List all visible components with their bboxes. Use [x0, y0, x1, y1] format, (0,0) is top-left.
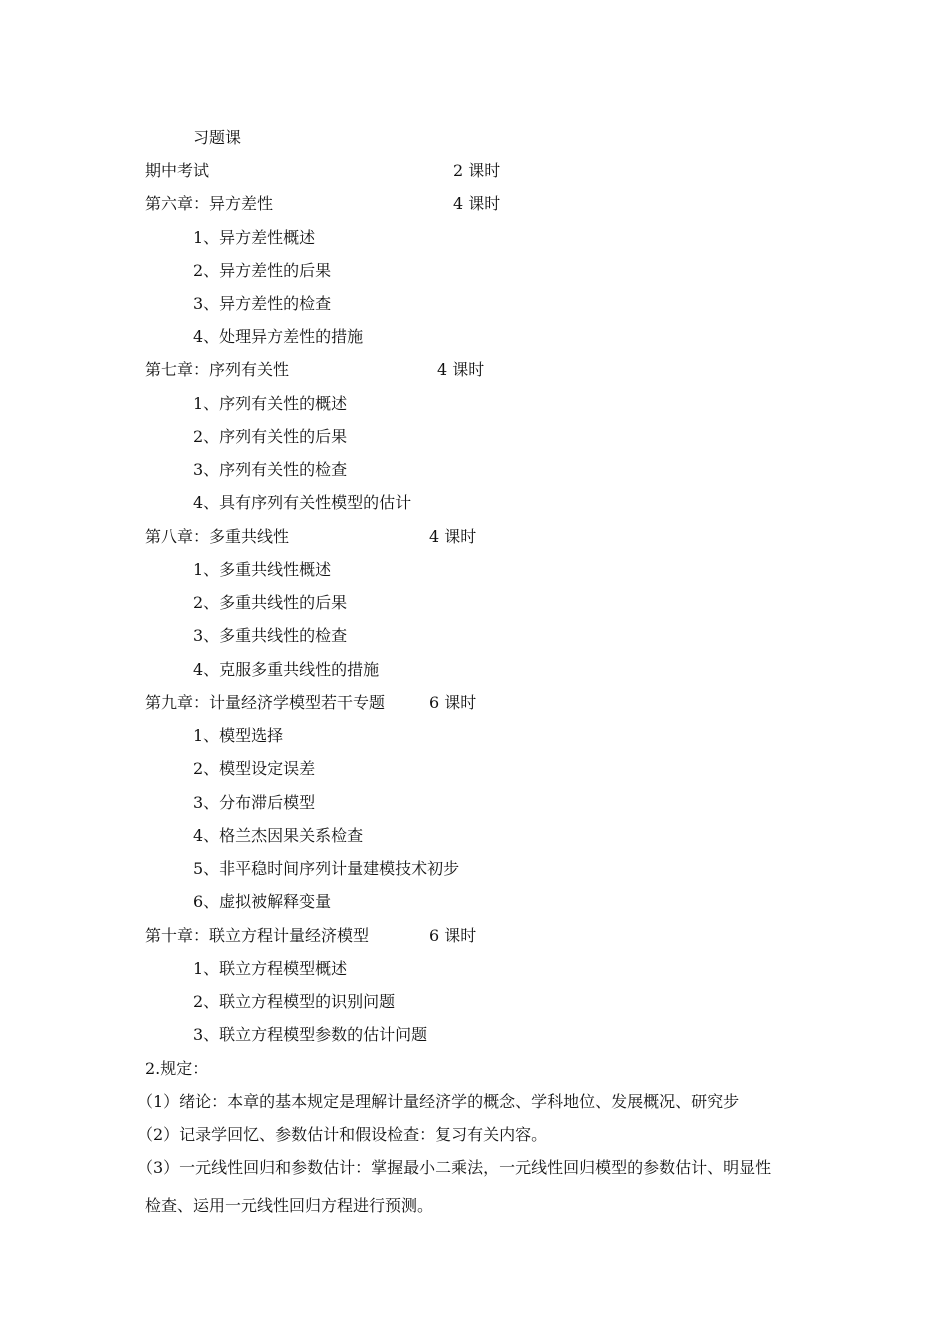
chapter-7-item-3: 3、序列有关性的检查 — [193, 460, 348, 479]
chapter-10-hours: 6 课时 — [429, 926, 477, 945]
chapter-9-item-6: 6、虚拟被解释变量 — [193, 892, 332, 911]
chapter-9-item-5: 5、非平稳时间序列计量建模技术初步 — [193, 859, 460, 878]
chapter-9-item-1: 1、模型选择 — [193, 726, 284, 745]
chapter-7-heading: 第七章：序列有关性 — [145, 360, 290, 379]
chapter-7-item-2: 2、序列有关性的后果 — [193, 427, 348, 446]
chapter-10-item-1: 1、联立方程模型概述 — [193, 959, 348, 978]
chapter-6-item-4: 4、处理异方差性的措施 — [193, 327, 364, 346]
chapter-6-item-3: 3、异方差性的检查 — [193, 294, 332, 313]
requirement-1: （1）绪论：本章的基本规定是理解计量经济学的概念、学科地位、发展概况、研究步 — [137, 1092, 740, 1111]
chapter-9-heading: 第九章：计量经济学模型若干专题 — [145, 693, 386, 712]
chapter-6-hours: 4 课时 — [453, 194, 501, 213]
exercise-session-line: 习题课 — [193, 128, 242, 147]
chapter-6-heading: 第六章：异方差性 — [145, 194, 274, 213]
chapter-10-item-3: 3、联立方程模型参数的估计问题 — [193, 1025, 428, 1044]
requirement-3-line-2: 检查、运用一元线性回归方程进行预测。 — [145, 1196, 434, 1215]
chapter-9-item-3: 3、分布滞后模型 — [193, 793, 316, 812]
chapter-6-item-2: 2、异方差性的后果 — [193, 261, 332, 280]
chapter-9-item-2: 2、模型设定误差 — [193, 759, 316, 778]
chapter-10-item-2: 2、联立方程模型的识别问题 — [193, 992, 396, 1011]
chapter-7-item-1: 1、序列有关性的概述 — [193, 394, 348, 413]
chapter-9-hours: 6 课时 — [429, 693, 477, 712]
midterm-hours: 2 课时 — [453, 161, 501, 180]
midterm-line: 期中考试 — [145, 161, 210, 180]
chapter-8-item-2: 2、多重共线性的后果 — [193, 593, 348, 612]
chapter-7-item-4: 4、具有序列有关性模型的估计 — [193, 493, 412, 512]
chapter-7-hours: 4 课时 — [437, 360, 485, 379]
chapter-8-heading: 第八章：多重共线性 — [145, 527, 290, 546]
chapter-10-heading: 第十章：联立方程计量经济模型 — [145, 926, 370, 945]
chapter-8-hours: 4 课时 — [429, 527, 477, 546]
chapter-6-item-1: 1、异方差性概述 — [193, 228, 316, 247]
chapter-8-item-4: 4、克服多重共线性的措施 — [193, 660, 380, 679]
chapter-9-item-4: 4、格兰杰因果关系检查 — [193, 826, 364, 845]
requirement-3-line-1: （3）一元线性回归和参数估计：掌握最小二乘法，一元线性回归模型的参数估计、明显性 — [137, 1158, 772, 1177]
chapter-8-item-3: 3、多重共线性的检查 — [193, 626, 348, 645]
chapter-8-item-1: 1、多重共线性概述 — [193, 560, 332, 579]
requirement-2: （2）记录学回忆、参数估计和假设检查：复习有关内容。 — [137, 1125, 548, 1144]
section-2-heading: 2.规定： — [145, 1059, 209, 1078]
